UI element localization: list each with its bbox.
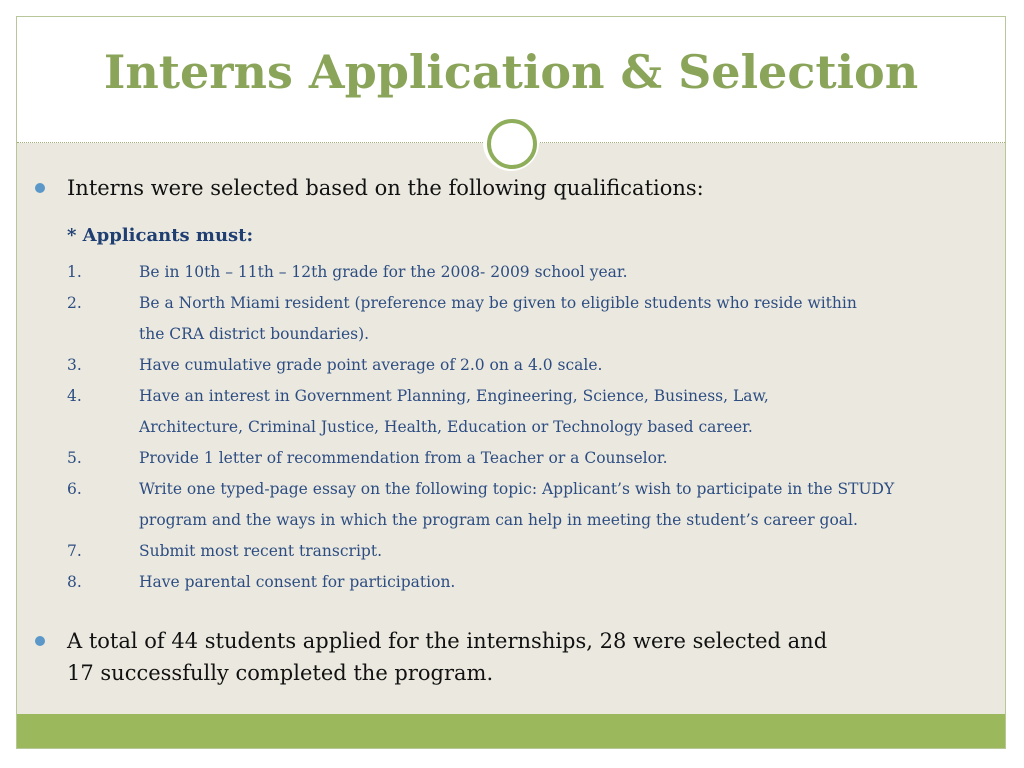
list-item bbox=[67, 381, 989, 443]
item-number: 3. bbox=[67, 356, 82, 374]
item-number: 7. bbox=[67, 542, 82, 560]
item-number: 6. bbox=[67, 480, 82, 498]
list-item bbox=[67, 474, 989, 536]
item-text-continued: Architecture, Criminal Justice, Health, Education or Technology based career. bbox=[139, 418, 753, 436]
list-item bbox=[67, 350, 989, 381]
bullet-text-continued: 17 successfully completed the program. bbox=[67, 661, 494, 685]
item-text-block bbox=[139, 474, 989, 536]
item-text: Be in 10th – 11th – 12th grade for the 2008- 2009 school year. bbox=[139, 263, 628, 281]
item-text-block bbox=[139, 288, 989, 350]
item-number: 1. bbox=[67, 263, 82, 281]
slide-title: Interns Application & Selection bbox=[103, 45, 919, 99]
item-text: Have cumulative grade point average of 2.0 on a 4.0 scale. bbox=[139, 356, 603, 374]
applicants-must-heading: * Applicants must: bbox=[67, 225, 254, 246]
bullet-dot-icon bbox=[35, 183, 45, 193]
item-text: Write one typed-page essay on the following topic: Applicant’s wish to participate in the STUDY bbox=[139, 480, 895, 498]
bullet-qualifications bbox=[35, 172, 704, 204]
slide bbox=[16, 16, 1006, 749]
bullet-dot-icon bbox=[35, 636, 45, 646]
item-text: Have parental consent for participation. bbox=[139, 573, 456, 591]
item-text: Have an interest in Government Planning, Engineering, Science, Business, Law, bbox=[139, 387, 769, 405]
item-text: Submit most recent transcript. bbox=[139, 542, 382, 560]
list-item bbox=[67, 567, 989, 598]
circle-ornament-icon bbox=[487, 119, 537, 169]
item-text: Provide 1 letter of recommendation from a Teacher or a Counselor. bbox=[139, 449, 668, 467]
bottom-accent-bar bbox=[17, 714, 1005, 748]
bullet-totals bbox=[35, 625, 827, 689]
list-item bbox=[67, 257, 989, 288]
item-number: 2. bbox=[67, 294, 82, 312]
list-item bbox=[67, 288, 989, 350]
bullet-text: A total of 44 students applied for the internships, 28 were selected and bbox=[67, 629, 828, 653]
item-text-continued: the CRA district boundaries). bbox=[139, 325, 370, 343]
item-text: Be a North Miami resident (preference may be given to eligible students who reside within bbox=[139, 294, 857, 312]
list-item bbox=[67, 536, 989, 567]
item-number: 5. bbox=[67, 449, 82, 467]
item-number: 8. bbox=[67, 573, 82, 591]
item-text-block bbox=[139, 381, 989, 443]
item-number: 4. bbox=[67, 387, 82, 405]
item-text-continued: program and the ways in which the program can help in meeting the student’s career goal. bbox=[139, 511, 858, 529]
bullet-text-block bbox=[67, 625, 827, 689]
list-item bbox=[67, 443, 989, 474]
bullet-text: Interns were selected based on the following qualifications: bbox=[67, 176, 704, 200]
